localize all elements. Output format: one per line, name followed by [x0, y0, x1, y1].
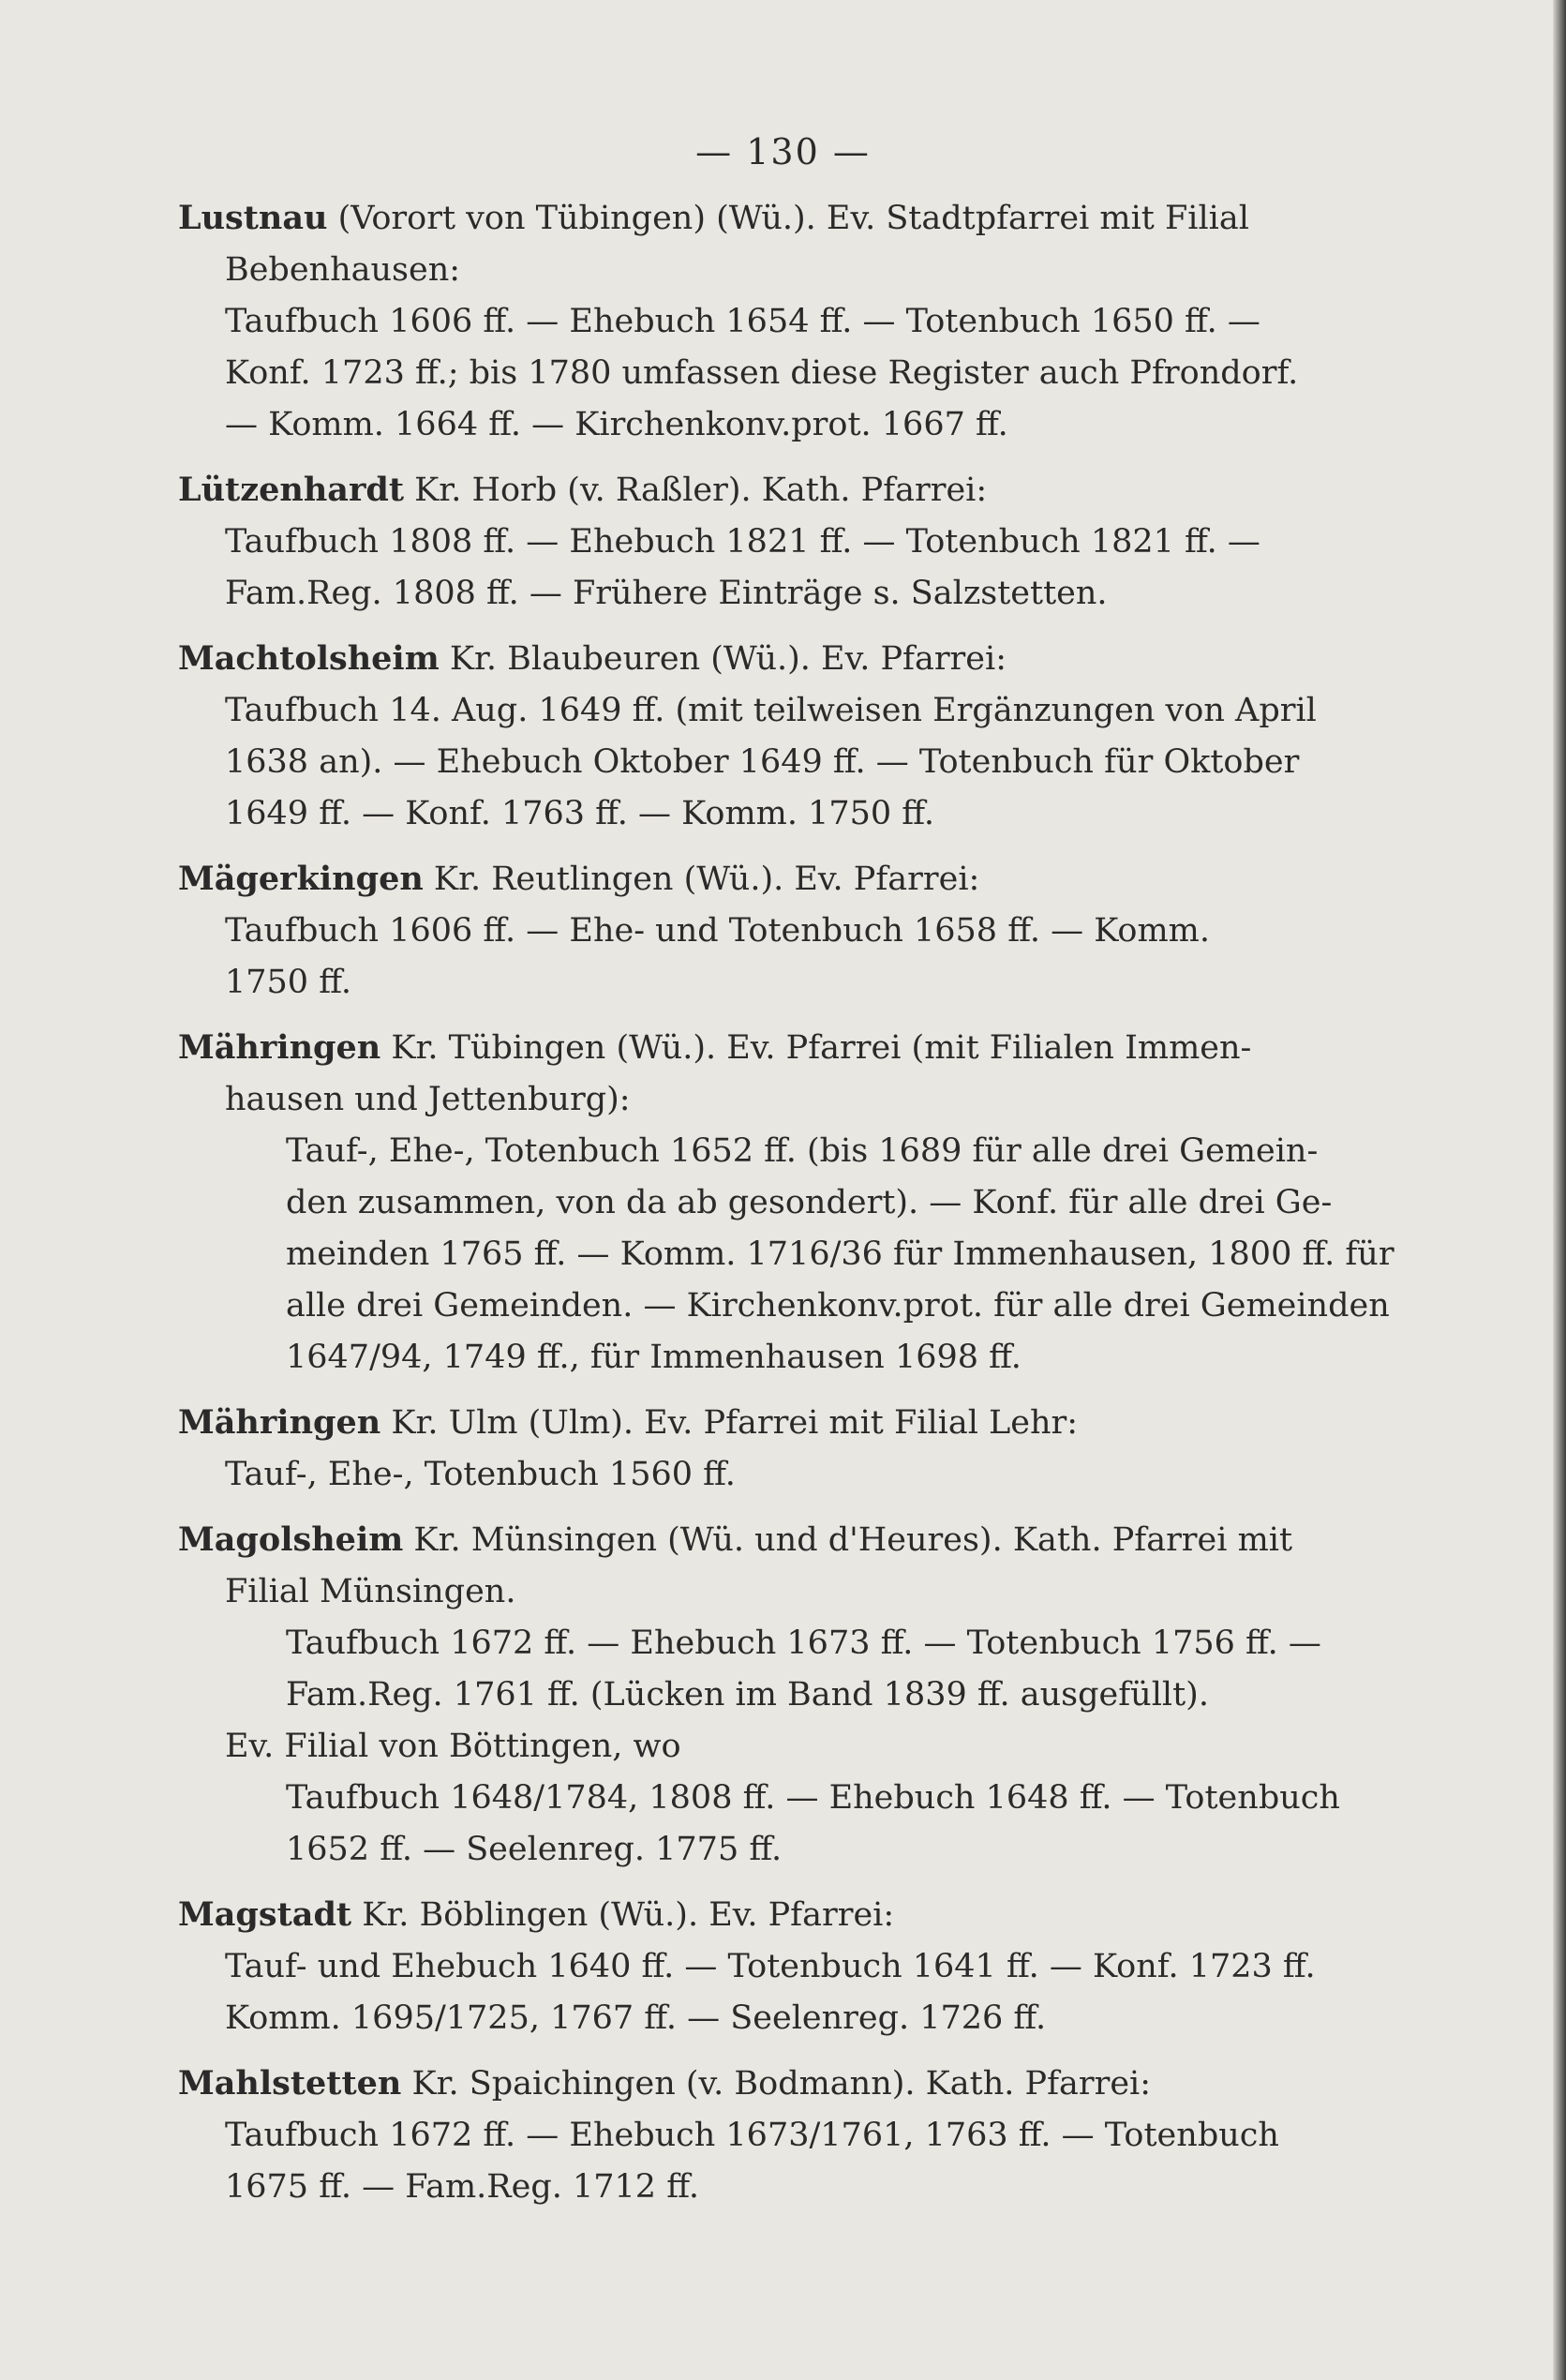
entry-maegerkingen	[178, 853, 1415, 1009]
entry-luetzenhardt	[178, 464, 1415, 620]
entry-line: 1638 an). — Ehebuch Oktober 1649 ff. — Totenbuch für Oktober	[225, 743, 1300, 781]
entry-keyword: Mahlstetten	[178, 2064, 402, 2103]
entry-line: Tauf-, Ehe-, Totenbuch 1560 ff.	[225, 1456, 736, 1493]
entry-keyword: Lützenhardt	[178, 471, 405, 509]
entry-line: 1750 ff.	[225, 964, 351, 1001]
entry-text: Kr. Tübingen (Wü.). Ev. Pfarrei (mit Filialen Immen-	[380, 1029, 1252, 1067]
entry-keyword: Lustnau	[178, 199, 328, 237]
page-number: — 130 —	[695, 131, 871, 172]
entry-maehringen-tuebingen	[178, 1022, 1415, 1384]
entry-text: Kr. Blaubeuren (Wü.). Ev. Pfarrei:	[439, 640, 1007, 678]
entry-machtolsheim	[178, 633, 1415, 840]
entry-line: Tauf-, Ehe-, Totenbuch 1652 ff. (bis 1689 für alle drei Gemein-	[286, 1132, 1319, 1170]
entry-line: Taufbuch 1606 ff. — Ehebuch 1654 ff. — Totenbuch 1650 ff. —	[225, 303, 1260, 340]
entry-line: Filial Münsingen.	[225, 1573, 516, 1610]
entry-line: Ev. Filial von Böttingen, wo	[225, 1728, 681, 1765]
entry-line: Komm. 1695/1725, 1767 ff. — Seelenreg. 1726 ff.	[225, 1999, 1047, 2037]
entry-text: Kr. Reutlingen (Wü.). Ev. Pfarrei:	[423, 861, 980, 898]
entry-line: Taufbuch 1808 ff. — Ehebuch 1821 ff. — Totenbuch 1821 ff. —	[225, 523, 1260, 561]
entry-line: Fam.Reg. 1808 ff. — Frühere Einträge s. Salzstetten.	[225, 575, 1108, 612]
entry-text: Kr. Spaichingen (v. Bodmann). Kath. Pfarrei:	[401, 2065, 1152, 2103]
entry-magstadt	[178, 1889, 1415, 2044]
entry-line: 1647/94, 1749 ff., für Immenhausen 1698 ff.	[286, 1339, 1022, 1376]
entry-line: Fam.Reg. 1761 ff. (Lücken im Band 1839 ff. ausgefüllt).	[286, 1676, 1209, 1714]
entry-keyword: Mähringen	[178, 1403, 381, 1442]
entry-line: Taufbuch 1648/1784, 1808 ff. — Ehebuch 1648 ff. — Totenbuch	[286, 1779, 1340, 1817]
entry-keyword: Mähringen	[178, 1028, 381, 1067]
entry-text: Kr. Horb (v. Raßler). Kath. Pfarrei:	[404, 472, 988, 509]
entry-keyword: Machtolsheim	[178, 639, 440, 678]
entry-line: 1649 ff. — Konf. 1763 ff. — Komm. 1750 ff.	[225, 795, 935, 832]
entry-keyword: Mägerkingen	[178, 860, 424, 898]
entry-keyword: Magolsheim	[178, 1520, 404, 1559]
entry-line: 1675 ff. — Fam.Reg. 1712 ff.	[225, 2168, 699, 2206]
entry-line: Taufbuch 14. Aug. 1649 ff. (mit teilweisen Ergänzungen von April	[225, 692, 1317, 729]
page-edge-shadow	[1553, 0, 1566, 2380]
entry-line: Taufbuch 1672 ff. — Ehebuch 1673/1761, 1763 ff. — Totenbuch	[225, 2117, 1279, 2154]
entry-line: den zusammen, von da ab gesondert). — Konf. für alle drei Ge-	[286, 1184, 1333, 1221]
entry-maehringen-ulm	[178, 1397, 1415, 1501]
entry-line: 1652 ff. — Seelenreg. 1775 ff.	[286, 1831, 783, 1868]
entry-line: Taufbuch 1606 ff. — Ehe- und Totenbuch 1658 ff. — Komm.	[225, 912, 1210, 950]
entry-line: Tauf- und Ehebuch 1640 ff. — Totenbuch 1641 ff. — Konf. 1723 ff.	[225, 1948, 1316, 1985]
entry-line: alle drei Gemeinden. — Kirchenkonv.prot. für alle drei Gemeinden	[286, 1287, 1390, 1325]
entry-text: Kr. Münsingen (Wü. und d'Heures). Kath. Pfarrei mit	[403, 1521, 1293, 1559]
entry-keyword: Magstadt	[178, 1895, 352, 1934]
entry-magolsheim	[178, 1514, 1415, 1876]
entry-line: hausen und Jettenburg):	[225, 1081, 631, 1118]
entry-line: Bebenhausen:	[225, 251, 461, 289]
page-body	[178, 192, 1415, 2226]
entry-lustnau	[178, 192, 1415, 451]
entry-line: Taufbuch 1672 ff. — Ehebuch 1673 ff. — Totenbuch 1756 ff. —	[286, 1624, 1321, 1662]
entry-line: — Komm. 1664 ff. — Kirchenkonv.prot. 1667 ff.	[225, 406, 1008, 443]
entry-text: Kr. Böblingen (Wü.). Ev. Pfarrei:	[351, 1896, 895, 1934]
entry-mahlstetten	[178, 2058, 1415, 2213]
entry-text: (Vorort von Tübingen) (Wü.). Ev. Stadtpfarrei mit Filial	[327, 200, 1249, 237]
entry-line: Konf. 1723 ff.; bis 1780 umfassen diese Register auch Pfrondorf.	[225, 354, 1299, 392]
entry-line: meinden 1765 ff. — Komm. 1716/36 für Immenhausen, 1800 ff. für	[286, 1235, 1394, 1273]
entry-text: Kr. Ulm (Ulm). Ev. Pfarrei mit Filial Lehr:	[380, 1404, 1079, 1442]
